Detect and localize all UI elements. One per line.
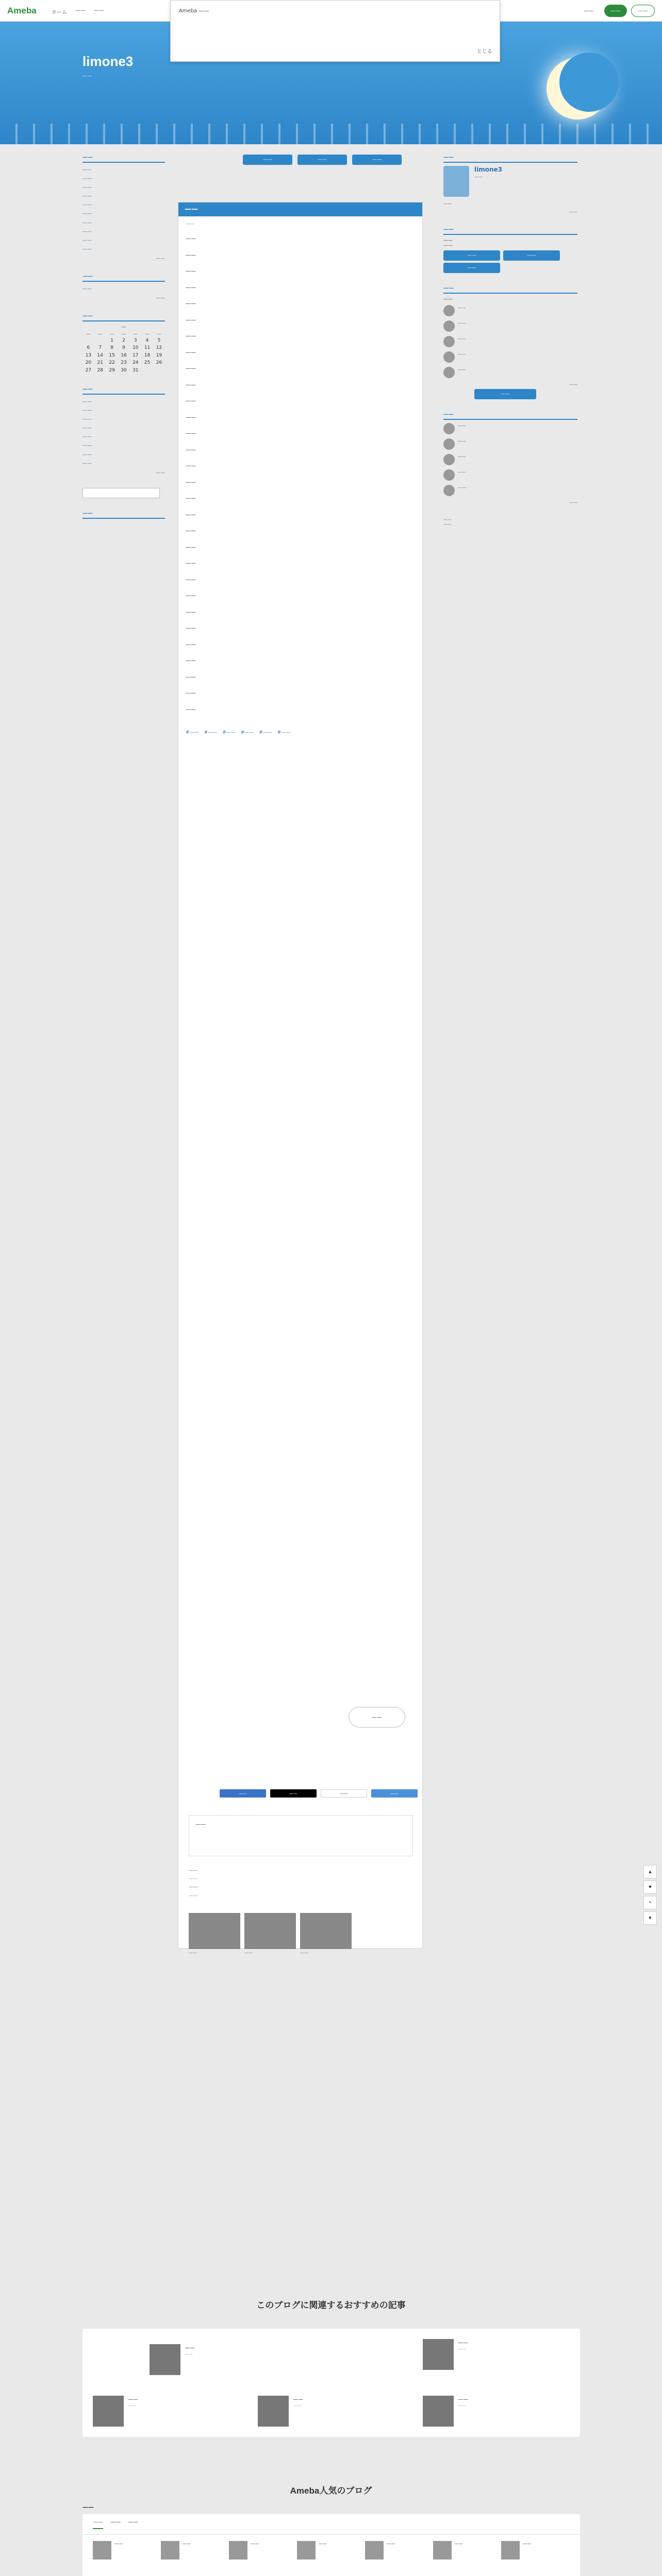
profile-desc: —— bbox=[443, 201, 452, 206]
recent-entry[interactable]: —— bbox=[82, 220, 92, 226]
day-header: — bbox=[121, 332, 126, 337]
recent-entry[interactable]: —— bbox=[82, 167, 92, 173]
day-header: — bbox=[109, 332, 114, 337]
theme-item[interactable]: —— bbox=[82, 286, 92, 292]
left-sidebar bbox=[82, 155, 165, 531]
entry-main bbox=[178, 202, 423, 1955]
recent-entry[interactable]: —— bbox=[82, 229, 92, 234]
related-title-text[interactable]: —— bbox=[458, 2397, 468, 2402]
cookie-notice-text: Ameba —— bbox=[179, 8, 209, 14]
related-sub: —— bbox=[458, 2347, 466, 2351]
entry-paragraph: —— bbox=[186, 447, 196, 453]
like-button[interactable]: —— bbox=[349, 1707, 405, 1727]
ranking-tab[interactable]: —— bbox=[110, 2519, 121, 2525]
followers-title: —— bbox=[443, 285, 577, 294]
day-header: — bbox=[133, 332, 138, 337]
recommend-text[interactable]: —— bbox=[458, 423, 466, 428]
related-thumb[interactable] bbox=[423, 2339, 454, 2370]
ranking-text[interactable]: —— bbox=[523, 2541, 531, 2546]
calendar-day[interactable]: 16 bbox=[121, 352, 127, 358]
nav-button-3[interactable]: —— bbox=[352, 155, 402, 165]
nav-item-2[interactable]: —— bbox=[75, 8, 86, 13]
calendar-day[interactable]: 28 bbox=[97, 367, 103, 373]
calendar-day bbox=[94, 337, 106, 344]
entry-paragraph: —— bbox=[186, 561, 196, 566]
hashtag[interactable]: #—— bbox=[222, 730, 236, 735]
follow-card bbox=[189, 1815, 413, 1856]
calendar-day[interactable]: 13 bbox=[85, 352, 92, 358]
next-entry-title[interactable]: —— bbox=[189, 1885, 198, 1890]
day-header: — bbox=[97, 332, 103, 337]
follow-card-text[interactable]: —— bbox=[195, 1822, 206, 1827]
prev-entry-title[interactable]: —— bbox=[189, 1868, 198, 1873]
related-sub: —— bbox=[128, 2403, 136, 2408]
entry-paragraph: —— bbox=[186, 577, 196, 583]
entry-paragraph: —— bbox=[186, 301, 196, 307]
related-sub: —— bbox=[458, 2403, 466, 2408]
header-link[interactable]: —— bbox=[584, 8, 594, 14]
ameba-logo[interactable]: Ameba bbox=[7, 6, 37, 15]
profile-button-2[interactable]: —— bbox=[503, 250, 560, 261]
entry-paragraph: —— bbox=[186, 333, 196, 339]
calendar-day[interactable]: 26 bbox=[156, 360, 162, 366]
entry-paragraph: —— bbox=[186, 252, 196, 258]
related-title-text[interactable]: —— bbox=[293, 2397, 303, 2402]
day-header: — bbox=[157, 332, 162, 337]
hashtag[interactable]: #—— bbox=[186, 730, 199, 735]
archive-item[interactable]: —— bbox=[82, 443, 92, 449]
calendar-day[interactable]: 18 bbox=[144, 352, 151, 358]
recommend-text[interactable]: —— bbox=[458, 469, 466, 474]
ranking-title: —— bbox=[82, 2504, 94, 2511]
entry-paragraph: —— bbox=[186, 593, 196, 599]
profile-name[interactable]: limone3 bbox=[474, 166, 503, 173]
ranking-text[interactable]: —— bbox=[319, 2541, 327, 2546]
follower-avatar[interactable] bbox=[443, 305, 455, 316]
calendar-day[interactable]: 27 bbox=[85, 367, 92, 373]
calendar-title: —— bbox=[82, 313, 165, 321]
entry-paragraph: —— bbox=[186, 674, 196, 680]
profile-sub[interactable]: —— bbox=[474, 175, 483, 179]
entry-paragraph: —— bbox=[186, 706, 196, 713]
share-button-3[interactable]: —— bbox=[321, 1789, 367, 1798]
nav-item-3[interactable]: —— bbox=[94, 8, 104, 13]
follower-text[interactable]: —— bbox=[458, 367, 466, 372]
calendar-day[interactable]: 6 bbox=[87, 345, 90, 351]
calendar-day[interactable]: 17 bbox=[133, 352, 139, 358]
global-nav bbox=[52, 8, 104, 15]
side-button[interactable]: ▼ bbox=[643, 1911, 657, 1925]
calendar-day[interactable]: 30 bbox=[121, 367, 127, 373]
stats-a: —— bbox=[443, 238, 453, 243]
theme-list bbox=[82, 274, 165, 301]
entry-paragraph: —— bbox=[186, 609, 196, 615]
entry-paragraph: —— bbox=[186, 349, 196, 355]
ranking-thumb[interactable] bbox=[365, 2541, 384, 2560]
entry-paragraph: —— bbox=[186, 463, 196, 469]
entry-paragraph: —— bbox=[186, 496, 196, 501]
nav-button-1[interactable]: —— bbox=[243, 155, 292, 165]
related-thumb[interactable] bbox=[93, 2396, 124, 2427]
calendar-day[interactable]: 11 bbox=[144, 345, 151, 351]
recent-entry[interactable]: —— bbox=[82, 176, 92, 182]
recent-entry[interactable]: —— bbox=[82, 194, 92, 199]
share-button-2[interactable]: —— bbox=[270, 1789, 317, 1798]
hashtag[interactable]: #—— bbox=[204, 730, 218, 735]
theme-title: —— bbox=[82, 274, 165, 282]
hashtag[interactable]: #—— bbox=[277, 730, 291, 735]
calendar-day[interactable]: 7 bbox=[98, 345, 102, 351]
prev-entry-date: —— bbox=[189, 1876, 198, 1882]
blog-description: —— bbox=[82, 74, 92, 79]
calendar-day bbox=[153, 367, 165, 374]
entry-paragraph: —— bbox=[186, 658, 196, 664]
follower-avatar[interactable] bbox=[443, 367, 455, 378]
entry-paragraph: —— bbox=[186, 544, 196, 550]
side-button[interactable]: ♥ bbox=[643, 1880, 657, 1894]
thumb-image[interactable] bbox=[244, 1913, 296, 1949]
related-title: このブログに関連するおすすめの記事 bbox=[256, 2300, 406, 2310]
ranking-text[interactable]: —— bbox=[455, 2541, 463, 2546]
recommend-text[interactable]: —— bbox=[458, 485, 466, 490]
recommend-more[interactable]: —— bbox=[569, 500, 577, 505]
calendar-day[interactable]: 15 bbox=[109, 352, 115, 358]
calendar-day bbox=[141, 367, 153, 374]
calendar-day[interactable]: 21 bbox=[97, 360, 103, 366]
day-header: — bbox=[145, 332, 150, 337]
entry-pager bbox=[189, 1867, 413, 1900]
recommend-avatar[interactable] bbox=[443, 469, 455, 481]
entry-paragraph: —— bbox=[186, 512, 196, 518]
followers-section bbox=[443, 285, 577, 399]
recommend-text[interactable]: —— bbox=[458, 438, 466, 444]
recent-entry[interactable]: —— bbox=[82, 238, 92, 243]
entry-meta: —— bbox=[186, 222, 195, 227]
entry-paragraph: —— bbox=[186, 236, 196, 242]
ranking-thumb[interactable] bbox=[433, 2541, 452, 2560]
ranking-thumb[interactable] bbox=[297, 2541, 316, 2560]
nav-button-2[interactable]: —— bbox=[297, 155, 347, 165]
entry-paragraph: —— bbox=[186, 528, 196, 534]
archive-item[interactable]: —— bbox=[82, 461, 92, 466]
archive-item[interactable]: —— bbox=[82, 417, 92, 422]
profile-section bbox=[443, 155, 577, 214]
entry-paragraph: —— bbox=[186, 479, 196, 485]
blog-title[interactable]: limone3 bbox=[82, 54, 134, 69]
floating-side-buttons bbox=[643, 1865, 657, 1927]
right-sidebar bbox=[443, 155, 577, 539]
share-buttons bbox=[220, 1789, 418, 1798]
recent-entry[interactable]: —— bbox=[82, 185, 92, 191]
related-title-text[interactable]: —— bbox=[458, 2340, 468, 2346]
thumb-caption[interactable]: —— bbox=[189, 1951, 197, 1955]
calendar-day[interactable]: 8 bbox=[110, 345, 113, 351]
blog-search bbox=[82, 488, 165, 498]
archive-item[interactable]: —— bbox=[82, 434, 92, 440]
header-secondary-button[interactable]: —— bbox=[631, 5, 655, 17]
mini-links bbox=[443, 517, 577, 527]
bottom-area bbox=[0, 2257, 662, 2576]
stats-b: —— bbox=[443, 243, 453, 248]
next-entry-date: —— bbox=[189, 1893, 198, 1899]
thumb-caption[interactable]: —— bbox=[300, 1951, 308, 1955]
side-button[interactable]: ▲ bbox=[643, 1865, 657, 1878]
calendar-day[interactable]: 20 bbox=[85, 360, 92, 366]
thumb-image[interactable] bbox=[300, 1913, 352, 1949]
entry-paragraph: —— bbox=[186, 641, 196, 648]
calendar-day bbox=[82, 337, 94, 344]
mini-link[interactable]: —— bbox=[443, 521, 452, 527]
recent-more-link[interactable]: —— bbox=[156, 256, 165, 261]
share-button-1[interactable]: —— bbox=[220, 1789, 266, 1798]
ranking-thumb[interactable] bbox=[161, 2541, 179, 2560]
followers-count: —— bbox=[443, 296, 453, 302]
entry-body bbox=[178, 232, 422, 723]
entry-paragraph: —— bbox=[186, 398, 196, 404]
recommend-avatar[interactable] bbox=[443, 423, 455, 434]
calendar-day[interactable]: 23 bbox=[121, 360, 127, 366]
ranking-thumb[interactable] bbox=[501, 2541, 520, 2560]
ranking-text[interactable]: —— bbox=[183, 2541, 191, 2546]
calendar-day[interactable]: 3 bbox=[134, 338, 137, 344]
ranking-tab[interactable]: —— bbox=[93, 2519, 103, 2529]
ranking-tab[interactable]: —— bbox=[128, 2519, 138, 2525]
calendar-day[interactable]: 14 bbox=[97, 352, 103, 358]
avatar[interactable] bbox=[443, 166, 469, 197]
follower-avatar[interactable] bbox=[443, 336, 455, 347]
archive-item[interactable]: —— bbox=[82, 399, 92, 404]
recommend-title: —— bbox=[443, 412, 577, 420]
entry-paragraph: —— bbox=[186, 317, 196, 323]
recommend-avatar[interactable] bbox=[443, 454, 455, 465]
entry-paragraph: —— bbox=[186, 366, 196, 371]
calendar-day[interactable]: 29 bbox=[109, 367, 115, 373]
thumb-caption[interactable]: —— bbox=[244, 1951, 253, 1955]
notice-close-button[interactable]: とじる bbox=[477, 49, 492, 55]
archive-more-link[interactable]: —— bbox=[156, 470, 165, 476]
related-thumb[interactable] bbox=[258, 2396, 289, 2427]
related-thumb[interactable] bbox=[423, 2396, 454, 2427]
entry-paragraph: —— bbox=[186, 414, 196, 420]
share-button-4[interactable]: —— bbox=[371, 1789, 418, 1798]
follower-avatar[interactable] bbox=[443, 351, 455, 363]
follower-text[interactable]: —— bbox=[458, 305, 466, 310]
calendar-month: — bbox=[121, 325, 126, 330]
hashtag-list bbox=[178, 723, 422, 742]
calendar-day[interactable]: 24 bbox=[133, 360, 139, 366]
recent-entries-title: —— bbox=[82, 155, 165, 163]
related-sub: —— bbox=[293, 2403, 301, 2408]
entry-paragraph: —— bbox=[186, 690, 196, 696]
calendar-day[interactable]: 4 bbox=[145, 338, 149, 344]
cookie-notice bbox=[170, 0, 500, 62]
calendar-day[interactable]: 31 bbox=[133, 367, 139, 373]
recommend-section bbox=[443, 412, 577, 505]
entry-paragraph: —— bbox=[186, 268, 196, 274]
archive-item[interactable]: —— bbox=[82, 408, 92, 414]
recent-entry[interactable]: —— bbox=[82, 246, 92, 252]
ranking-card bbox=[82, 2514, 580, 2576]
moon-shadow-decoration bbox=[559, 53, 619, 112]
entry-title[interactable]: —— bbox=[178, 202, 422, 216]
stats-title: —— bbox=[443, 227, 577, 235]
recent-entry[interactable]: —— bbox=[82, 202, 92, 208]
related-sub: —— bbox=[185, 2352, 193, 2357]
follow-button[interactable]: —— bbox=[474, 389, 536, 399]
recommend-text[interactable]: —— bbox=[458, 454, 466, 459]
side-button[interactable]: ✎ bbox=[643, 1896, 657, 1909]
recent-entries bbox=[82, 155, 165, 261]
calendar-day[interactable]: 22 bbox=[109, 360, 115, 366]
popular-title: Ameba人気のブログ bbox=[290, 2486, 372, 2496]
profile-button-3[interactable]: —— bbox=[443, 263, 500, 273]
ranking-widget bbox=[82, 511, 165, 519]
hashtag[interactable]: #—— bbox=[240, 730, 254, 735]
entry-paragraph: —— bbox=[186, 431, 196, 436]
calendar-day[interactable]: 1 bbox=[110, 338, 113, 344]
ranking-thumb[interactable] bbox=[93, 2541, 111, 2560]
header-primary-button[interactable]: —— bbox=[604, 5, 627, 17]
thumb-image[interactable] bbox=[189, 1913, 240, 1949]
related-title-text[interactable]: —— bbox=[185, 2345, 195, 2351]
ranking-text[interactable]: —— bbox=[114, 2541, 123, 2546]
entry-paragraph: —— bbox=[186, 382, 196, 388]
calendar-day[interactable]: 25 bbox=[144, 360, 151, 366]
nav-home[interactable]: ホーム bbox=[52, 10, 67, 15]
related-thumb[interactable] bbox=[150, 2344, 180, 2375]
archive bbox=[82, 386, 165, 476]
follower-avatar[interactable] bbox=[443, 320, 455, 332]
calendar-day[interactable]: 12 bbox=[156, 345, 162, 351]
archive-item[interactable]: —— bbox=[82, 426, 92, 431]
recent-images bbox=[189, 1913, 352, 1955]
profile-more[interactable]: —— bbox=[569, 209, 577, 214]
ranking-thumb[interactable] bbox=[229, 2541, 247, 2560]
follower-text[interactable]: —— bbox=[458, 320, 466, 326]
day-header: — bbox=[86, 332, 91, 337]
calendar-day[interactable]: 19 bbox=[156, 352, 162, 358]
entry-paragraph: —— bbox=[186, 625, 196, 631]
archive-title: —— bbox=[82, 386, 165, 395]
calendar-day[interactable]: 10 bbox=[133, 345, 139, 351]
calendar-day[interactable]: 2 bbox=[122, 338, 125, 344]
header-actions bbox=[577, 5, 655, 17]
related-card bbox=[82, 2329, 580, 2437]
ranking-widget-title: —— bbox=[82, 511, 165, 519]
archive-item[interactable]: —— bbox=[82, 452, 92, 457]
calendar bbox=[82, 313, 165, 374]
entry-paragraph: —— bbox=[186, 284, 196, 291]
stats-section bbox=[443, 227, 577, 273]
profile-title: —— bbox=[443, 155, 577, 163]
blog-search-input[interactable] bbox=[82, 488, 160, 498]
ranking-text[interactable]: —— bbox=[251, 2541, 259, 2546]
recommend-avatar[interactable] bbox=[443, 485, 455, 496]
related-title-text[interactable]: —— bbox=[128, 2397, 138, 2402]
theme-more-link[interactable]: —— bbox=[156, 296, 165, 301]
recommend-avatar[interactable] bbox=[443, 438, 455, 450]
mini-link[interactable]: —— bbox=[443, 517, 452, 522]
follower-text[interactable]: —— bbox=[458, 351, 466, 357]
calendar-day[interactable]: 9 bbox=[122, 345, 125, 351]
tree-decoration bbox=[0, 124, 662, 144]
hashtag[interactable]: #—— bbox=[259, 730, 272, 735]
follower-text[interactable]: —— bbox=[458, 336, 466, 341]
ranking-text[interactable]: —— bbox=[387, 2541, 395, 2546]
calendar-grid bbox=[82, 332, 165, 374]
recent-entry[interactable]: —— bbox=[82, 211, 92, 217]
profile-button-1[interactable]: —— bbox=[443, 250, 500, 261]
followers-more[interactable]: —— bbox=[569, 382, 577, 387]
calendar-day[interactable]: 5 bbox=[157, 338, 161, 344]
